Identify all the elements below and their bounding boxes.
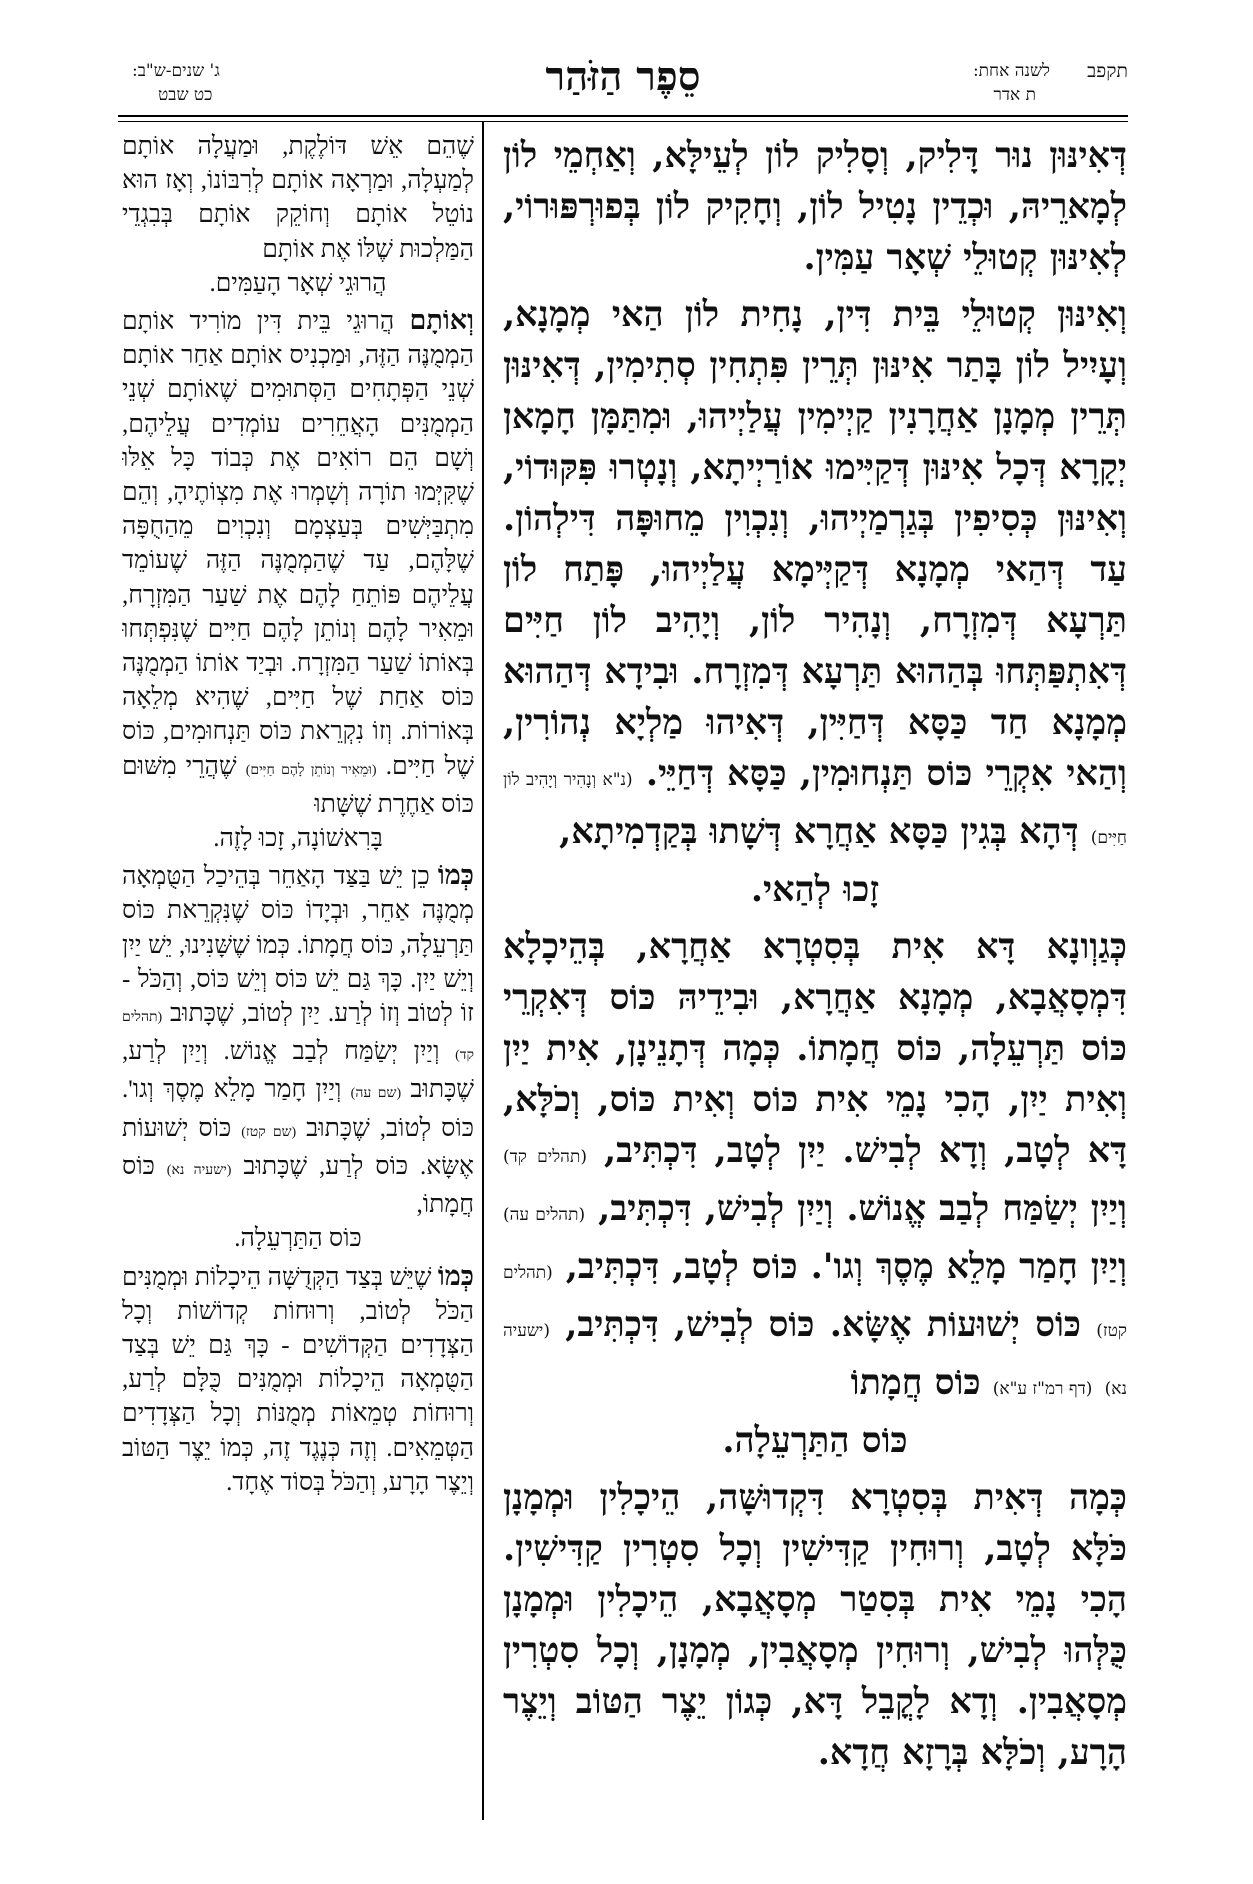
verse-reference: (תהלים קד) <box>503 1147 587 1167</box>
day-label: כט שבט <box>158 85 213 105</box>
year-label: לשנה אחת: <box>972 61 1050 81</box>
side-text: וְיַיִן יְשַׂמַּח לְבַב אֱנוֹשׁ. וְיַיִן לְרַע, שֶׁכָּתוּב <box>122 1038 474 1104</box>
main-text: כּוֹס יְשׁוּעוֹת אֶשָּׂא. כּוֹס לְבִישׁ, דִּכְתִּיב, <box>565 1304 1082 1345</box>
main-paragraph <box>503 289 1127 915</box>
book-title: סֵפֶר הַזֹּהַר <box>545 53 701 100</box>
variant-note: (וּמֵאִיר וְנוֹתֵן לָהֶם חַיִּים) <box>245 762 377 778</box>
verse-reference: (תהלים קטז) <box>503 1263 1127 1341</box>
side-text: כּוֹס הַתַּרְעֵלָה. <box>234 1225 362 1253</box>
page-header <box>118 53 1128 112</box>
main-text: כּוֹס חֲמָתוֹ <box>850 1362 981 1403</box>
side-text: הֲרוּגֵי בֵּית דִּין מוֹרִיד אוֹתָם הַמְמֻנֶּה הַזֶּה, וּמַכְנִיס אוֹתָם אַחַר אוֹתָם שְׁנֵי הַפְּתָחִים הַסְּתוּמִים שֶׁאוֹתָם שְׁנֵי הַמְמֻנִּים הָאֲחֵרִים עוֹמְדִים עֲלֵיהֶם, וְשָׁם הֵם רוֹאִים אֶת כְּבוֹד כָּל אֵלּוּ שֶׁקִּיְּמוּ תוֹרָה וְשָׁמְרוּ אֶת מִצְוֹתֶיהָ, וְהֵם מִתְבַּיְּשִׁים בְּעַצְמָם וְנִכְוִים מֵהַחֻפָּה שֶׁלָּהֶם, עַד שֶׁהַמְמֻנֶּה הַזֶּה שֶׁעוֹמֵד עֲלֵיהֶם פּוֹתֵחַ לָהֶם אֶת שַׁעַר הַמִּזְרָח, וּמֵאִיר לָהֶם וְנוֹתֵן לָהֶם חַיִּים שֶׁנִּפְתְּחוּ בְּאוֹתוֹ שַׁעַר הַמִּזְרָח. וּבְיַד אוֹתוֹ הַמְמֻנֶּה כּוֹס אַחַת שֶׁל חַיִּים, שֶׁהִיא מְלֵאָה בְּאוֹרוֹת. וְזוֹ נִקְרֵאת כּוֹס תַּנְחוּמִים, כּוֹס שֶׁל חַיִּים. <box>122 308 474 780</box>
side-text: בָּרִאשׁוֹנָה, זָכוּ לָזֶה. <box>213 825 383 853</box>
verse-reference: (תהלים עה) <box>503 1205 586 1225</box>
verse-reference: (שם עה) <box>350 1086 402 1102</box>
page-number: תקפב <box>1087 60 1128 82</box>
main-paragraph <box>503 130 1127 283</box>
weekly-label: ג' שנים-ש"ב: <box>132 61 220 81</box>
header-rule-thin <box>118 121 1128 122</box>
side-paragraph <box>122 1259 474 1500</box>
verse-reference: (תהלים קד) <box>122 1010 474 1064</box>
folio-reference: (דף רמ"ז ע"א) <box>992 1379 1093 1399</box>
verse-reference: (שם קטז) <box>241 1124 297 1140</box>
main-text: וְאִינּוּן קְטוּלֵי בֵּית דִּין, נָחִית לוֹן הַאי מְמָנָא, וְעָיִיל לוֹן בָּתַר אִינּוּן תְּרֵין פִּתְחִין סְתִימִין, דְּאִינּוּן תְּרֵין מְמָנָן אַחֲרָנִין קַיְימִין עֲלַיְיהוּ, וּמִתַּמָּן חָמָאן יְקָרָא דְּכָל אִינּוּן דְּקַיִּימוּ אוֹרַיְיתָא, וְנָטְרוּ פִּקּוּדוֹי, וְאִינּוּן כְּסִיפִין בְּגַרְמַיְיהוּ, וְנִכְוִין מֵחוּפָּה דִּילְהוֹן. עַד דְּהַאי מְמָנָא דְּקַיְּימָא עֲלַיְיהוּ, פָּתַח לוֹן תַּרְעָא דְּמִזְרָח, וְנָהִיר לוֹן, וְיָהִיב לוֹן חַיִּים דְּאִתְפַּתְּחוּ בְּהַהוּא תַּרְעָא דְּמִזְרָח. וּבִידָא דְּהַהוּא מְמָנָא חַד כַּסָּא דְּחַיִּין, דְּאִיהוּ מַלְיָא נְהוֹרִין, וְהַאי אִקְרֵי כּוֹס תַּנְחוּמִין, כַּסָּא דְּחַיֵּי. <box>503 294 1127 794</box>
verse-reference: (ישעיה נא) <box>166 1162 232 1178</box>
main-text: וְיַיִן חָמַר מָלֵא מֶסֶךְ וְגו'. כּוֹס לְטָב, דִּכְתִּיב, <box>565 1246 1127 1287</box>
main-text: וְיַיִן יְשַׂמַּח לְבַב אֱנוֹשׁ. וְיַיִן לְבִישׁ, דִּכְתִּיב, <box>598 1188 1127 1229</box>
main-paragraph <box>503 1472 1127 1778</box>
side-text: שֶׁיֵּשׁ בְּצַד הַקְּדֻשָּׁה הֵיכָלוֹת וּמְמֻנִּים הַכֹּל לְטוֹב, וְרוּחוֹת קְדוֹשׁוֹת וְכָל הַצְּדָדִים הַקְּדוֹשִׁים - כָּךְ גַּם יֵשׁ בְּצַד הַטֻּמְאָה הֵיכָלוֹת וּמְמֻנִּים כֻּלָּם לְרַע, וְרוּחוֹת טְמֵאוֹת מְמֻנּוֹת וְכָל הַצְּדָדִים הַטְּמֵאִים. וְזֶה כְּנֶגֶד זֶה, כְּמוֹ יֵצֶר הַטּוֹב וְיֵצֶר הָרָע, וְהַכֹּל בְּסוֹד אֶחָד. <box>122 1263 474 1496</box>
main-paragraph <box>503 921 1127 1466</box>
side-text: כּוֹס חֲמָתוֹ, <box>122 1152 474 1219</box>
main-text: כּוֹס הַתַּרְעֵלָה. <box>722 1420 908 1461</box>
verse-reference: (ישעיה נא) <box>503 1321 1127 1399</box>
lead-word: כְּמוֹ <box>437 1260 474 1291</box>
side-paragraph <box>122 858 474 1256</box>
main-text: כְּמָה דְּאִית בְּסִטְרָא דִּקְדוּשָּׁה, הֵיכָלִין וּמְמָנָן כֹּלָּא לְטָב, וְרוּחִין קַדִּישִׁין וְכָל סִטְרִין קַדִּישִׁין. הָכִי נָמֵי אִית בְּסִטַר מְסָאֲבָא, הֵיכָלִין וּמְמָנָן כֻּלְּהוּ לְבִישׁ, וְרוּחִין מְסָאֲבִין, מְמָנָן, וְכָל סִטְרִין מְסָאֲבִין. וְדָא לָקֳבֵל דָּא, כְּגוֹן יֵצֶר הַטּוֹב וְיֵצֶר הָרָע, וְכֹלָּא בְּרָזָא חֲדָא. <box>503 1477 1127 1773</box>
side-text: הֲרוּגֵי שְׁאָר הָעַמִּים. <box>209 269 387 297</box>
lead-word: כְּמוֹ <box>437 860 474 891</box>
aramaic-column <box>503 130 1127 1820</box>
side-text: שֶׁהֲרֵי מִשּׁוּם כּוֹס אַחֶרֶת שֶׁשָּׁתוּ <box>122 752 474 818</box>
side-text: וְיַיִן חָמַר מָלֵא מֶסֶךְ וְגו'. כּוֹס לְטוֹב, שֶׁכָּתוּב <box>122 1076 474 1142</box>
main-text: דְּהָא בְּגִין כַּסָּא אַחֲרָא דְּשָׁתוּ בְּקַדְמִיתָא, <box>559 811 1079 852</box>
header-rule <box>118 115 1128 117</box>
side-paragraph <box>122 303 474 856</box>
date-label: ת אדר <box>993 85 1036 105</box>
side-text: כּוֹס יְשׁוּעוֹת אֶשָּׂא. כּוֹס לְרַע, שֶׁכָּתוּב <box>122 1114 474 1180</box>
main-text: כְּגַוְונָא דָּא אִית בְּסִטְרָא אַחֲרָא, בְּהֵיכָלָא דִּמְסָאֲבָא, מְמָנָא אַחֲרָא, וּבִידֵיהּ כּוֹס דְּאִקְרֵי כּוֹס תַּרְעֵלָה, כּוֹס חֲמָתוֹ. כְּמָה דְּתָנֵינָן, אִית יַיִן וְאִית יַיִן, הָכִי נָמֵי אִית כּוֹס וְאִית כּוֹס, וְכֹלָּא, דָּא לְטָב, וְדָא לְבִישׁ. יַיִן לְטָב, דִּכְתִּיב, <box>503 926 1127 1171</box>
main-text: זָכוּ לְהַאי. <box>750 869 880 910</box>
main-text: דְּאִינּוּן נוּר דָּלִיק, וְסָלִיק לוֹן לְעֵילָּא, וְאַחְמֵי לוֹן לְמָארֵיהּ, וּכְדֵין נָטִיל לוֹן, וְחָקִיק לוֹן בְּפוּרְפּוּרוֹי, לְאִינּוּן קְטוּלֵי שְׁאָר עַמִּין. <box>503 135 1127 278</box>
side-text: כֵן יֵשׁ בַּצַּד הָאַחֵר בְּהֵיכַל הַטֻּמְאָה מְמֻנֶּה אַחֵר, וּבְיָדוֹ כּוֹס שֶׁנִּקְרֵאת כּוֹס תַּרְעֵלָה, כּוֹס חֲמָתוֹ. כְּמוֹ שֶׁשָּׁנִינוּ, יֵשׁ יַיִן וְיֵשׁ יַיִן. כָּךְ גַּם יֵשׁ כּוֹס וְיֵשׁ כּוֹס, וְהַכֹּל - זוֹ לְטוֹב וְזוֹ לְרַע. יַיִן לְטוֹב, שֶׁכָּתוּב <box>122 863 474 1028</box>
column-divider <box>482 122 484 1820</box>
lead-word: וְאוֹתָם <box>409 305 474 336</box>
hebrew-translation-column <box>122 130 474 1820</box>
variant-note: (נ"א וְנָהִיר וְיָהִיב לוֹן חַיִּים) <box>503 770 1127 848</box>
side-paragraph <box>122 130 474 301</box>
side-text: שֶׁהֵם אֵשׁ דּוֹלֶקֶת, וּמַעֲלָה אוֹתָם לְמַעְלָה, וּמַרְאָה אוֹתָם לְרִבּוֹנוֹ, וְאָז הוּא נוֹטֵל אוֹתָם וְחוֹקֵק אוֹתָם בְּבִגְדֵי הַמַּלְכוּת שֶׁלּוֹ אֶת אוֹתָם <box>122 133 474 263</box>
